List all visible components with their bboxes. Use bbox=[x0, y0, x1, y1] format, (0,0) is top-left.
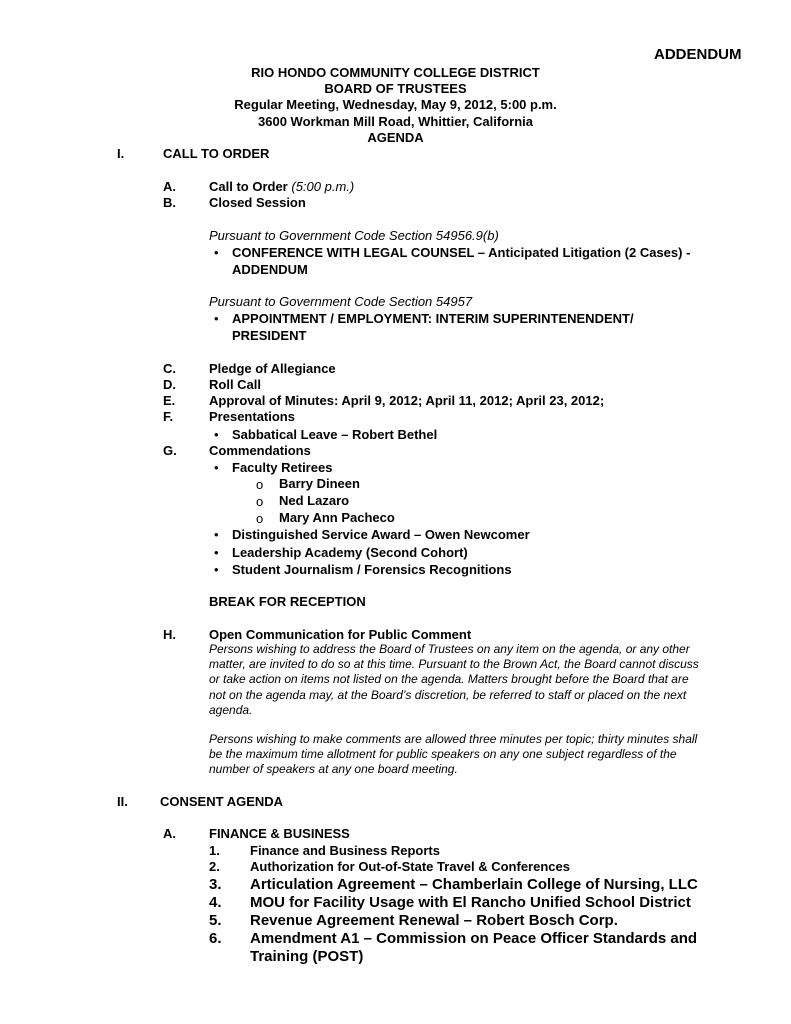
section-1-number: I. bbox=[117, 146, 125, 161]
item-g-label: Commendations bbox=[209, 443, 311, 458]
retiree-1: Barry Dineen bbox=[279, 476, 360, 491]
item-c-letter: C. bbox=[163, 361, 176, 376]
commendation-retirees: Faculty Retirees bbox=[232, 460, 333, 475]
closed-session-ref-2: Pursuant to Government Code Section 54957 bbox=[209, 294, 473, 309]
item-a-letter: A. bbox=[163, 179, 176, 194]
finance-item-1-num: 1. bbox=[209, 843, 220, 858]
header-agenda: AGENDA bbox=[367, 130, 424, 145]
bullet-icon: • bbox=[214, 427, 219, 442]
finance-item-2: Authorization for Out-of-State Travel & Conferences bbox=[250, 859, 570, 874]
bullet-icon: • bbox=[214, 527, 219, 542]
commendation-award: Distinguished Service Award – Owen Newcomer bbox=[232, 527, 530, 542]
public-comment-para-1 bbox=[209, 642, 699, 718]
finance-item-6: Amendment A1 – Commission on Peace Officer Standards and bbox=[250, 930, 698, 947]
item-b-label: Closed Session bbox=[209, 195, 306, 210]
bullet-icon: • bbox=[214, 311, 219, 326]
para-2-line: Persons wishing to make comments are allowed three minutes per topic; thirty minutes shall bbox=[209, 732, 698, 746]
bullet-icon: • bbox=[214, 460, 219, 475]
finance-item-3-num: 3. bbox=[209, 876, 222, 893]
item-c-label: Pledge of Allegiance bbox=[209, 361, 336, 376]
finance-item-6-line2: Training (POST) bbox=[250, 948, 364, 965]
public-comment-para-2 bbox=[209, 732, 697, 778]
item-g-letter: G. bbox=[163, 443, 177, 458]
finance-item-4: MOU for Facility Usage with El Rancho Unified School District bbox=[250, 894, 691, 911]
finance-item-3: Articulation Agreement – Chamberlain College of Nursing, LLC bbox=[250, 876, 698, 893]
closed-session-item-1-line2: ADDENDUM bbox=[232, 262, 308, 277]
finance-item-4-num: 4. bbox=[209, 894, 222, 911]
item-d-label: Roll Call bbox=[209, 377, 262, 392]
closed-session-item-2-line1: APPOINTMENT / EMPLOYMENT: INTERIM SUPERINTENENDENT/ bbox=[232, 311, 634, 326]
bullet-icon: • bbox=[214, 545, 219, 560]
item-f-letter: F. bbox=[163, 409, 174, 424]
finance-item-2-num: 2. bbox=[209, 859, 220, 874]
item-a-label: Call to Order bbox=[209, 179, 288, 194]
commendation-academy: Leadership Academy (Second Cohort) bbox=[232, 545, 468, 560]
item-2a-letter: A. bbox=[163, 826, 176, 841]
item-e-label: Approval of Minutes: April 9, 2012; April 11, 2012; April 23, 2012; bbox=[209, 393, 605, 408]
item-a-time: (5:00 p.m.) bbox=[291, 179, 355, 194]
retiree-3: Mary Ann Pacheco bbox=[279, 510, 395, 525]
item-e-letter: E. bbox=[163, 393, 176, 408]
section-1-title: CALL TO ORDER bbox=[163, 146, 270, 161]
finance-item-1: Finance and Business Reports bbox=[250, 843, 440, 858]
header-board: BOARD OF TRUSTEES bbox=[324, 81, 467, 96]
bullet-icon: • bbox=[214, 245, 219, 260]
circle-bullet-icon: o bbox=[256, 494, 264, 509]
section-2-title: CONSENT AGENDA bbox=[160, 794, 284, 809]
para-2-line: number of speakers at any one board meeting. bbox=[209, 762, 458, 777]
para-1-line: agenda. bbox=[209, 702, 253, 717]
commendation-journalism: Student Journalism / Forensics Recognitions bbox=[232, 562, 512, 577]
closed-session-item-2-line2: PRESIDENT bbox=[232, 328, 307, 343]
circle-bullet-icon: o bbox=[256, 477, 264, 492]
item-d-letter: D. bbox=[163, 377, 176, 392]
retiree-2: Ned Lazaro bbox=[279, 493, 350, 508]
addendum-label: ADDENDUM bbox=[654, 46, 742, 63]
para-1-line: Persons wishing to address the Board of Trustees on any item on the agenda, or any other bbox=[209, 642, 690, 656]
para-1-line: or take action on items not listed on the agenda. Matters brought before the Board that are bbox=[209, 672, 689, 687]
header-district: RIO HONDO COMMUNITY COLLEGE DISTRICT bbox=[251, 65, 540, 80]
item-h-label: Open Communication for Public Comment bbox=[209, 627, 472, 642]
para-1-line: matter, are invited to do so at this time. Pursuant to the Brown Act, the Board cannot discuss bbox=[209, 657, 699, 672]
item-2a-label: FINANCE & BUSINESS bbox=[209, 826, 350, 841]
closed-session-item-1-line1: CONFERENCE WITH LEGAL COUNSEL – Anticipated Litigation (2 Cases) - bbox=[232, 245, 691, 260]
circle-bullet-icon: o bbox=[256, 511, 264, 526]
break-for-reception: BREAK FOR RECEPTION bbox=[209, 594, 366, 609]
item-a bbox=[209, 179, 354, 194]
section-2-number: II. bbox=[117, 794, 128, 809]
item-f-label: Presentations bbox=[209, 409, 295, 424]
para-2-line: be the maximum time allotment for public speakers on any one subject regardless of the bbox=[209, 747, 677, 762]
para-1-line: not on the agenda may, at the Board’s discretion, be referred to staff or placed on the next bbox=[209, 687, 687, 702]
bullet-icon: • bbox=[214, 562, 219, 577]
finance-item-6-num: 6. bbox=[209, 930, 222, 947]
finance-item-5: Revenue Agreement Renewal – Robert Bosch Corp. bbox=[250, 912, 618, 929]
item-h-letter: H. bbox=[163, 627, 176, 642]
finance-item-5-num: 5. bbox=[209, 912, 222, 929]
presentation-item: Sabbatical Leave – Robert Bethel bbox=[232, 427, 438, 442]
header-meeting: Regular Meeting, Wednesday, May 9, 2012, 5:00 p.m. bbox=[234, 97, 557, 112]
item-b-letter: B. bbox=[163, 195, 176, 210]
closed-session-ref-1: Pursuant to Government Code Section 54956.9(b) bbox=[209, 228, 499, 243]
header-address: 3600 Workman Mill Road, Whittier, California bbox=[258, 114, 533, 129]
